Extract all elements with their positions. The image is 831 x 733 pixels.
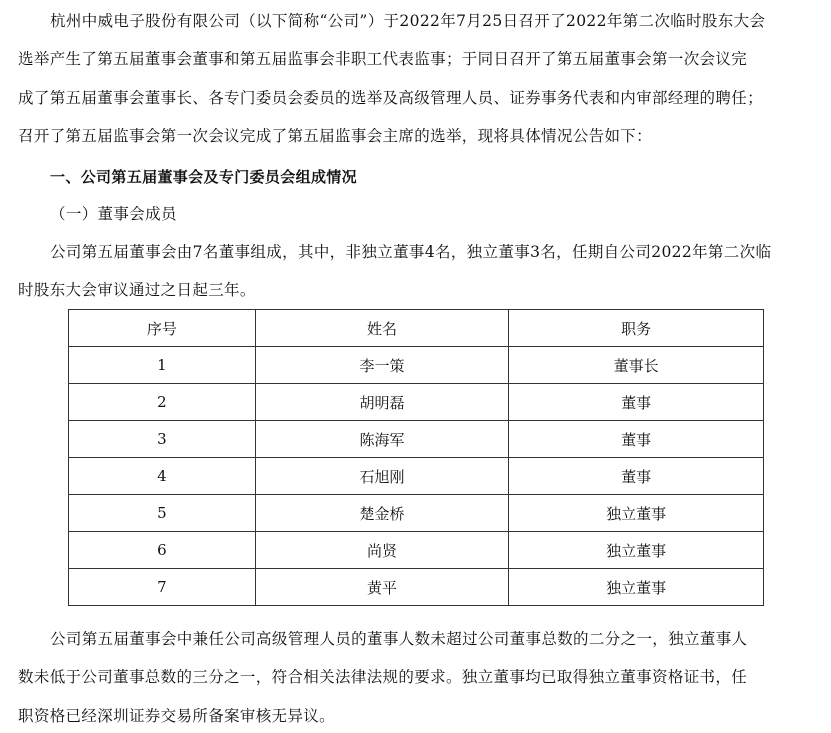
cell-index: 2 xyxy=(69,384,256,421)
intro-line-1: 杭州中威电子股份有限公司（以下简称“公司”）于2022年7月25日召开了2022年第二次临时股东大会 xyxy=(50,12,766,30)
cell-index: 4 xyxy=(69,458,256,495)
closing-line-1: 公司第五届董事会中兼任公司高级管理人员的董事人数未超过公司董事总数的二分之一，独立董事人 xyxy=(50,630,748,648)
cell-index: 7 xyxy=(69,569,256,606)
intro-line-2: 选举产生了第五届董事会董事和第五届监事会非职工代表监事；于同日召开了第五届董事会第一次会议完 xyxy=(18,50,748,68)
header-index: 序号 xyxy=(69,310,256,347)
header-name: 姓名 xyxy=(255,310,509,347)
cell-position: 独立董事 xyxy=(509,532,764,569)
cell-name: 陈海军 xyxy=(255,421,509,458)
section-heading: 一、公司第五届董事会及专门委员会组成情况 xyxy=(50,168,358,186)
intro-line-3: 成了第五届董事会董事长、各专门委员会委员的选举及高级管理人员、证券事务代表和内审部经理的聘任； xyxy=(18,89,763,107)
table-row xyxy=(69,347,764,384)
table-header-row xyxy=(69,310,764,347)
cell-index: 5 xyxy=(69,495,256,532)
table-row xyxy=(69,532,764,569)
table-row xyxy=(69,495,764,532)
board-members-table xyxy=(68,309,764,606)
cell-name: 石旭刚 xyxy=(255,458,509,495)
header-position: 职务 xyxy=(509,310,764,347)
cell-index: 6 xyxy=(69,532,256,569)
cell-index: 3 xyxy=(69,421,256,458)
cell-name: 楚金桥 xyxy=(255,495,509,532)
cell-index: 1 xyxy=(69,347,256,384)
cell-name: 黄平 xyxy=(255,569,509,606)
closing-line-3: 职资格已经深圳证券交易所备案审核无异议。 xyxy=(18,707,336,725)
board-paragraph-line-1: 公司第五届董事会由7名董事组成，其中，非独立董事4名，独立董事3名，任期自公司2022年第二次临 xyxy=(50,243,772,261)
intro-line-4: 召开了第五届监事会第一次会议完成了第五届监事会主席的选举，现将具体情况公告如下： xyxy=(18,127,653,145)
cell-name: 李一策 xyxy=(255,347,509,384)
table-row xyxy=(69,384,764,421)
table-row xyxy=(69,569,764,606)
cell-position: 董事 xyxy=(509,458,764,495)
subsection-heading: （一）董事会成员 xyxy=(50,205,177,223)
cell-position: 董事 xyxy=(509,384,764,421)
table-row xyxy=(69,421,764,458)
closing-line-2: 数未低于公司董事总数的三分之一，符合相关法律法规的要求。独立董事均已取得独立董事资格证书，任 xyxy=(18,668,748,686)
cell-position: 独立董事 xyxy=(509,495,764,532)
cell-position: 董事长 xyxy=(509,347,764,384)
cell-position: 董事 xyxy=(509,421,764,458)
board-paragraph-line-2: 时股东大会审议通过之日起三年。 xyxy=(18,281,256,299)
cell-name: 尚贤 xyxy=(255,532,509,569)
cell-name: 胡明磊 xyxy=(255,384,509,421)
cell-position: 独立董事 xyxy=(509,569,764,606)
table-row xyxy=(69,458,764,495)
